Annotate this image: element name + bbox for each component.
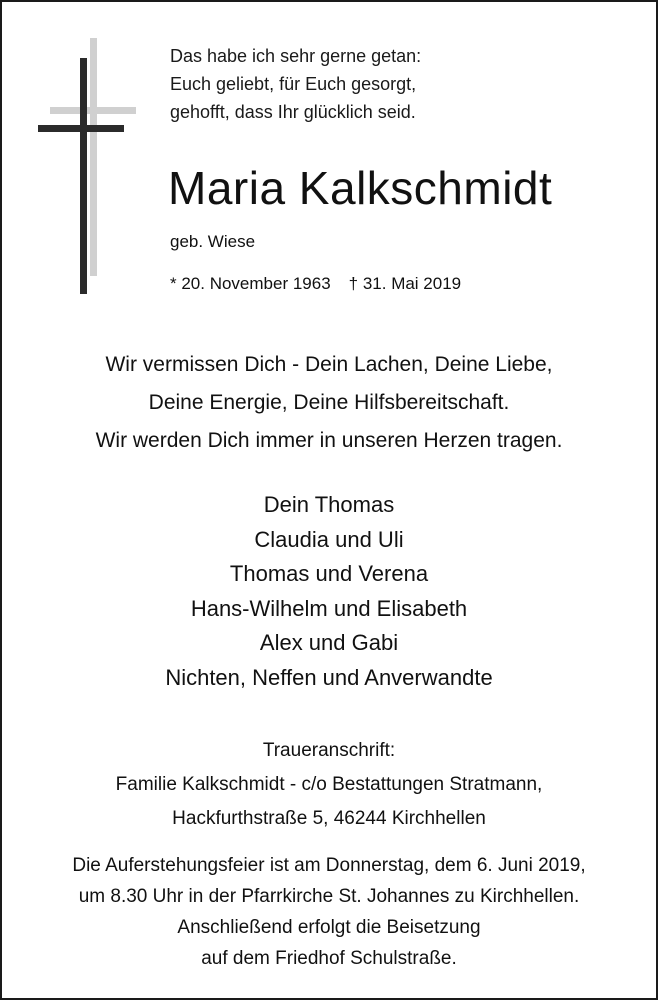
birth-date: * 20. November 1963 [170, 274, 331, 293]
service-details [2, 850, 656, 974]
message-line: Wir vermissen Dich - Dein Lachen, Deine Liebe, [105, 353, 553, 376]
service-line: auf dem Friedhof Schulstraße. [201, 948, 457, 969]
mourner-item: Dein Thomas [263, 492, 395, 517]
remembrance-message [2, 346, 656, 460]
mourner-item: Alex und Gabi [259, 630, 399, 655]
motto-line: Das habe ich sehr gerne getan: [170, 46, 422, 66]
motto-line: gehofft, dass Ihr glücklich seid. [170, 102, 416, 122]
motto-line: Euch geliebt, für Euch gesorgt, [170, 74, 417, 94]
life-dates [170, 272, 461, 296]
deceased-name: Maria Kalkschmidt [168, 162, 553, 214]
service-line: Anschließend erfolgt die Beisetzung [177, 917, 481, 938]
message-line: Deine Energie, Deine Hilfsbereitschaft. [148, 391, 510, 414]
service-line: um 8.30 Uhr in der Pfarrkirche St. Johannes zu Kirchhellen. [78, 886, 580, 907]
mourner-item: Nichten, Neffen und Anverwandte [165, 664, 493, 690]
message-line: Wir werden Dich immer in unseren Herzen tragen. [95, 429, 563, 452]
service-line: Die Auferstehungsfeier ist am Donnerstag, dem 6. Juni 2019, [72, 855, 586, 876]
maiden-name: geb. Wiese [170, 232, 256, 251]
death-date: † 31. Mai 2019 [348, 274, 462, 293]
mourning-address [2, 734, 656, 836]
mourner-item: Claudia und Uli [254, 526, 404, 552]
cross-icon [38, 38, 142, 298]
mourner-item: Thomas und Verena [229, 561, 429, 586]
address-line: Familie Kalkschmidt - c/o Bestattungen Stratmann, [115, 774, 543, 795]
mourners-list [2, 488, 656, 695]
address-heading: Traueranschrift: [262, 740, 396, 761]
mourner-item: Hans-Wilhelm und Elisabeth [190, 595, 468, 621]
address-line: Hackfurthstraße 5, 46244 Kirchhellen [172, 808, 486, 829]
motto-verse [170, 42, 421, 126]
